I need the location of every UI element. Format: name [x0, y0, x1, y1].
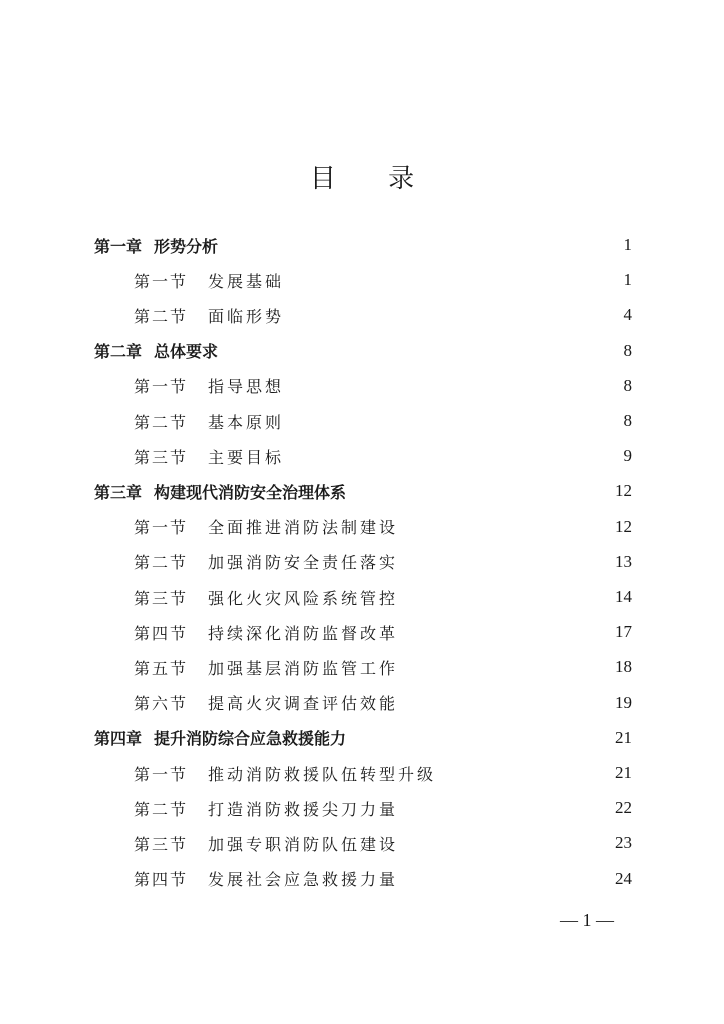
toc-entry-number: 第四节	[134, 870, 189, 890]
toc-entry-number: 第二节	[134, 412, 189, 432]
toc-section-row[interactable]	[134, 265, 632, 295]
toc-page-number: 8	[623, 340, 632, 360]
toc-section-row[interactable]	[134, 406, 632, 436]
toc-entry-number: 第二节	[134, 553, 189, 573]
toc-entry-title: 全面推进消防法制建设	[208, 518, 399, 538]
toc-chapter-row[interactable]	[94, 476, 632, 506]
toc-entry-title: 基本原则	[208, 412, 285, 432]
toc-chapter-row[interactable]	[94, 230, 632, 260]
toc-entry-number: 第二节	[134, 799, 189, 819]
toc-entry-number: 第一节	[134, 377, 189, 397]
dot-leader	[402, 864, 608, 894]
toc-entry-title: 发展社会应急救援力量	[208, 870, 399, 890]
toc-entry-number: 第二节	[134, 306, 189, 326]
toc-page-number: 18	[615, 657, 632, 677]
dot-leader	[440, 758, 608, 788]
dot-leader	[402, 828, 608, 858]
toc-section-row[interactable]	[134, 547, 632, 577]
toc-page-number: 12	[615, 481, 632, 501]
toc-entry-title: 强化火灾风险系统管控	[208, 588, 399, 608]
toc-page-number: 8	[623, 375, 632, 395]
dot-leader	[288, 441, 608, 471]
toc-entry-title: 主要目标	[208, 447, 285, 467]
dot-leader	[402, 688, 608, 718]
toc-section-row[interactable]	[134, 758, 632, 788]
toc-entry-number: 第五节	[134, 658, 189, 678]
toc-page-number: 9	[623, 446, 632, 466]
toc-entry-title: 发展基础	[208, 271, 285, 291]
dot-leader	[288, 406, 608, 436]
toc-entry-number: 第三章	[94, 482, 143, 502]
toc-section-row[interactable]	[134, 582, 632, 612]
dot-leader	[402, 652, 608, 682]
dot-leader	[288, 300, 608, 330]
toc-chapter-row[interactable]	[94, 723, 632, 753]
toc-page-number: 12	[615, 516, 632, 536]
toc-entry-number: 第三节	[134, 447, 189, 467]
toc-entry-title: 形势分析	[154, 236, 219, 256]
toc-chapter-row[interactable]	[94, 336, 632, 366]
dot-leader	[402, 617, 608, 647]
toc-section-row[interactable]	[134, 793, 632, 823]
toc-entry-number: 第二章	[94, 342, 143, 362]
toc-section-row[interactable]	[134, 512, 632, 542]
toc-section-row[interactable]	[134, 688, 632, 718]
dot-leader	[222, 230, 608, 260]
toc-entry-title: 加强专职消防队伍建设	[208, 834, 399, 854]
dot-leader	[402, 582, 608, 612]
toc-entry-title: 持续深化消防监督改革	[208, 623, 399, 643]
dot-leader	[222, 336, 608, 366]
toc-entry-title: 打造消防救援尖刀力量	[208, 799, 399, 819]
toc-page-number: 14	[615, 587, 632, 606]
toc-entry-number: 第一节	[134, 271, 189, 291]
toc-entry-number: 第一章	[94, 236, 143, 256]
toc-section-row[interactable]	[134, 652, 632, 682]
toc-page-number: 4	[623, 305, 632, 325]
dot-leader	[402, 512, 608, 542]
toc-entry-number: 第一节	[134, 518, 189, 538]
toc-entry-title: 面临形势	[208, 306, 285, 326]
toc-page-number: 24	[615, 868, 632, 888]
toc-page-number: 1	[623, 270, 632, 290]
toc-entry-title: 加强消防安全责任落实	[208, 553, 399, 573]
toc-entry-number: 第四节	[134, 623, 189, 643]
toc-page-number: 8	[623, 411, 632, 430]
toc-page-number: 22	[615, 798, 632, 818]
toc-entry-number: 第三节	[134, 834, 189, 854]
toc-entry-title: 推动消防救援队伍转型升级	[208, 764, 437, 784]
dot-leader	[350, 476, 608, 506]
dot-leader	[288, 265, 608, 295]
toc-entry-title: 指导思想	[208, 377, 285, 397]
toc-entry-number: 第六节	[134, 694, 189, 714]
toc-page-number: 23	[615, 833, 632, 853]
toc-section-row[interactable]	[134, 371, 632, 401]
toc-page-number: 1	[623, 235, 632, 254]
dot-leader	[350, 723, 608, 753]
page-number: — 1 —	[560, 910, 614, 930]
toc-page-number: 21	[615, 763, 632, 782]
toc-section-row[interactable]	[134, 864, 632, 894]
toc-entry-title: 加强基层消防监管工作	[208, 658, 399, 678]
dot-leader	[288, 371, 608, 401]
toc-entry-title: 提升消防综合应急救援能力	[154, 729, 347, 749]
toc-entry-number: 第四章	[94, 729, 143, 749]
toc-section-row[interactable]	[134, 441, 632, 471]
toc-page-number: 13	[615, 551, 632, 571]
toc-entry-number: 第三节	[134, 588, 189, 608]
toc-page-number: 17	[615, 622, 632, 642]
toc-entry-title: 总体要求	[154, 342, 219, 362]
toc-entry-title: 构建现代消防安全治理体系	[154, 482, 347, 502]
toc-entry-number: 第一节	[134, 764, 189, 784]
dot-leader	[402, 547, 608, 577]
page-title: 目 录	[309, 164, 437, 194]
toc-page-number: 21	[615, 727, 632, 747]
toc-section-row[interactable]	[134, 828, 632, 858]
toc-entry-title: 提高火灾调查评估效能	[208, 694, 399, 714]
dot-leader	[402, 793, 608, 823]
toc-section-row[interactable]	[134, 300, 632, 330]
toc-section-row[interactable]	[134, 617, 632, 647]
toc-page-number: 19	[615, 692, 632, 712]
